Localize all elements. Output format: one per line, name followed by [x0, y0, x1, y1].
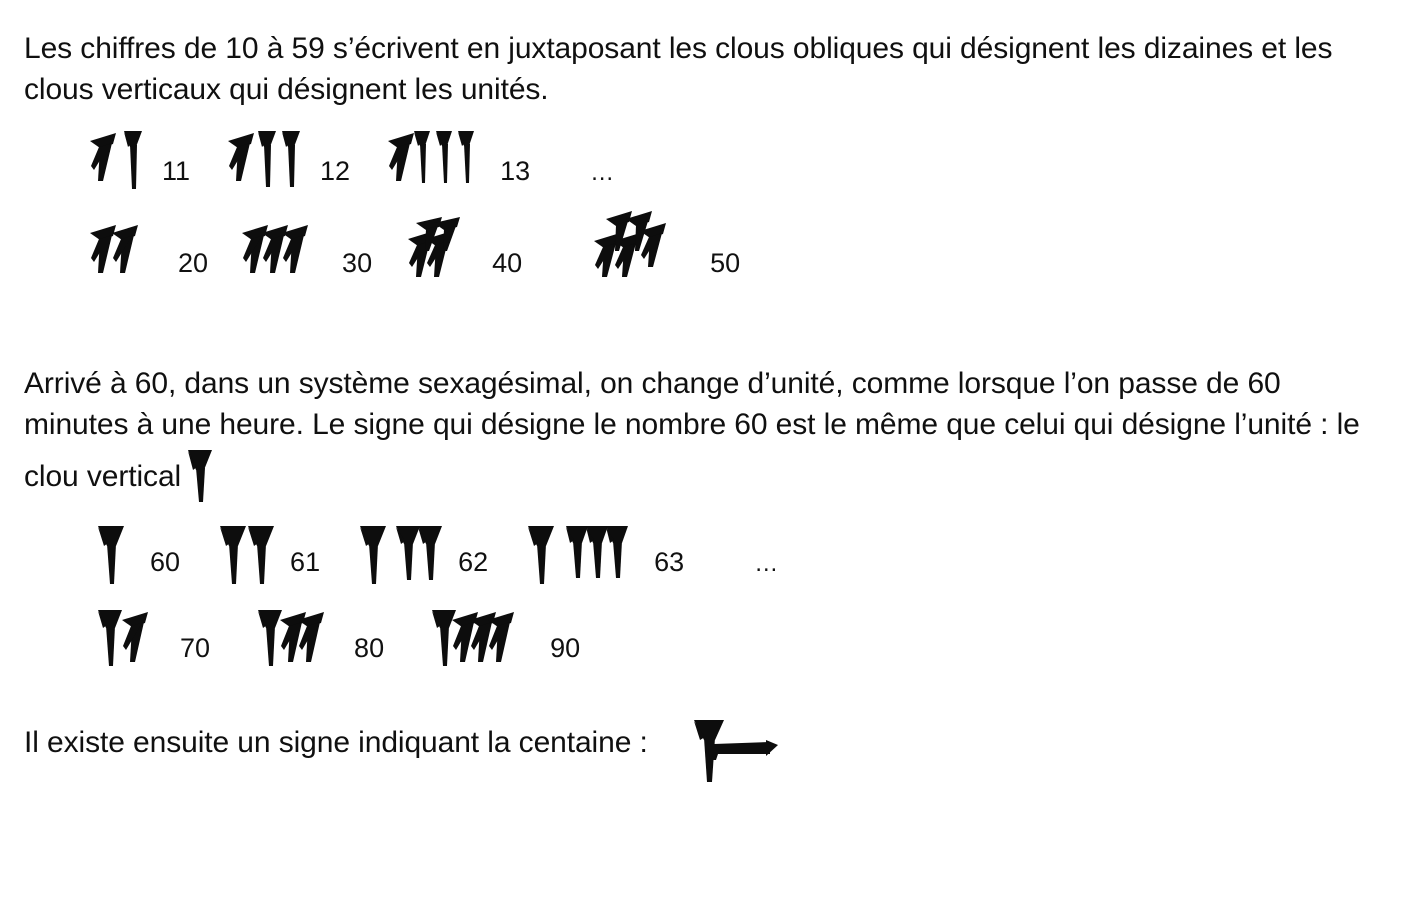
number-label-70: 70: [180, 632, 211, 663]
number-item-70: [94, 604, 210, 674]
number-label-40: 40: [492, 247, 523, 278]
cuneiform-80-icon: [254, 604, 348, 674]
ellipsis-after-63: …: [754, 549, 779, 577]
number-label-62: 62: [458, 546, 489, 577]
cuneiform-hundred-sign-icon: [690, 714, 786, 786]
number-label-60: 60: [150, 546, 181, 577]
number-item-62: [356, 522, 488, 588]
number-label-30: 30: [342, 247, 373, 278]
number-label-63: 63: [654, 546, 685, 577]
number-item-20: [86, 217, 208, 289]
cuneiform-63-icon: [524, 522, 650, 588]
numbers-row-70-90: [94, 604, 1391, 674]
number-item-63: [524, 522, 684, 588]
number-item-60: [94, 522, 180, 588]
number-item-61: [216, 522, 320, 588]
cuneiform-90-icon: [428, 604, 546, 674]
cuneiform-11-icon: [86, 125, 156, 197]
number-item-11: [86, 125, 190, 197]
paragraph-sexagesimal-text: Arrivé à 60, dans un système sexagésimal, on change d’unité, comme lorsque l’on passe de 60 minutes à une heure. Le signe qui désigne le nombre 60 est le même que celui qui désigne l’unité : le clou vertical: [24, 366, 1360, 493]
number-item-90: [428, 604, 580, 674]
numbers-row-20-50: [86, 211, 1391, 289]
number-label-20: 20: [178, 247, 209, 278]
cuneiform-20-icon: [86, 217, 166, 289]
number-item-30: [238, 217, 372, 289]
paragraph-sexagesimal: [24, 363, 1391, 504]
cuneiform-13-icon: [384, 125, 500, 197]
paragraph-hundred-line: [24, 714, 1391, 772]
cuneiform-30-icon: [238, 217, 342, 289]
numbers-row-11-13: [86, 125, 1391, 197]
number-label-61: 61: [290, 546, 321, 577]
number-label-50: 50: [710, 247, 741, 278]
cuneiform-60-icon: [94, 522, 138, 588]
number-label-80: 80: [354, 632, 385, 663]
number-label-11: 11: [162, 155, 191, 186]
cuneiform-50-icon: [588, 211, 696, 289]
number-item-80: [254, 604, 384, 674]
paragraph-hundred-text: Il existe ensuite un signe indiquant la centaine :: [24, 725, 648, 759]
number-item-12: [224, 125, 350, 197]
cuneiform-62-icon: [356, 522, 456, 588]
cuneiform-40-icon: [402, 217, 492, 289]
ellipsis-after-13: …: [590, 158, 615, 186]
number-label-90: 90: [550, 632, 581, 663]
numbers-row-60-63: [94, 522, 1391, 588]
number-item-50: [588, 211, 740, 289]
cuneiform-61-icon: [216, 522, 286, 588]
cuneiform-70-icon: [94, 604, 170, 674]
number-label-12: 12: [320, 155, 351, 186]
paragraph-tens-units: Les chiffres de 10 à 59 s’écrivent en juxtaposant les clous obliques qui désignent les dizaines et les clous verticaux qui désignent les unités.: [24, 32, 1333, 107]
number-label-13: 13: [500, 155, 531, 186]
number-item-40: [402, 217, 522, 289]
number-item-13: [384, 125, 530, 197]
cuneiform-vertical-wedge-icon: [185, 446, 219, 504]
cuneiform-12-icon: [224, 125, 318, 197]
